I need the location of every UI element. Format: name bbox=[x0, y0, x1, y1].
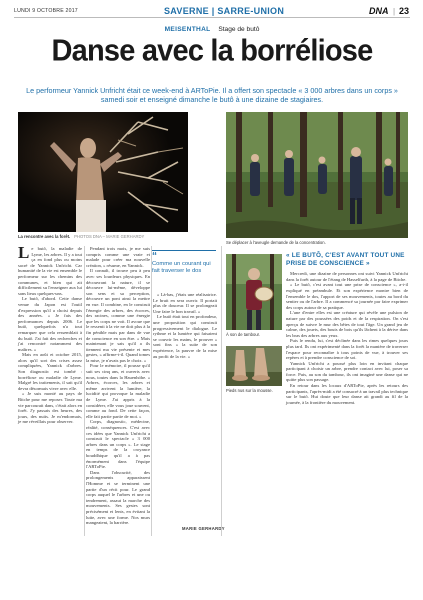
article-headline: Danse avec la borréliose bbox=[51, 34, 373, 68]
caption-text: La rencontre avec la forêt. bbox=[18, 234, 71, 239]
article-signature: MARIE GERHARDY bbox=[182, 526, 225, 531]
article-column-1 bbox=[18, 243, 82, 546]
header-separator: | bbox=[393, 7, 396, 16]
page-number: 23 bbox=[399, 6, 410, 16]
forest-group-photo bbox=[226, 112, 408, 238]
pull-quote-text: Comme un courant qui fait traverser le dos bbox=[152, 261, 211, 275]
sidebar-paragraph: Puis le rendu, lui, s'est déclinée dans les rimes quelques jours plus tard. Ils ont expérimenté dans la forêt la manière de traverser l'espace pour reconnaître à tous points de vue, à trouver ses repères et à prendre conscience de soi. bbox=[286, 338, 408, 361]
article-lead: Le performeur Yannick Unfricht était ce week-end à ARToPie. Il a offert son spectacle « 3 000 arbres dans un corps » samedi soir et enseigné dimanche le butô à une dizaine de stagiaires. bbox=[26, 86, 398, 105]
issue-date: LUNDI 9 OCTOBRE 2017 bbox=[14, 8, 78, 14]
performer-photo-caption bbox=[18, 234, 188, 239]
kicker-place: MEISENTHAL bbox=[164, 26, 211, 33]
performer-photo bbox=[18, 112, 188, 232]
column-divider bbox=[221, 246, 222, 536]
article-paragraph: Corps, diagnostic, médecine, réalité, conséquences. C'est avec ces idées que Yannick Unfricht a construit le spectacle « 3 000 arbres dans un corps ». Le stage en temps de la croyance bouddhique qu'il a à pas énormément dans l'équipe l'ARToPie. bbox=[86, 419, 150, 470]
column-divider bbox=[84, 246, 85, 536]
article-paragraph: Il connaît, il trouve peu à peu avec ses lourdeurs physiques. En découvrant la nature, il se découvre lui-même, développe son sens et sa perception, découvre un pont ainsi la mettre en vue. Il combine, en le construit l'énergie des arbres, des écorces, des racines, comme une énergie que les corps ne voit. Il avoue que le ressenti à la vie ne doit plus à la fin pénible mais par dans de vue de conscience en son être. « Mais maintenant je sais qu'il a ils tiennent ma vie présente et mes gestes, » affirme-t-il. Quand tomes la mise, je n'avais pas le choix. » bbox=[86, 268, 150, 363]
sidebar-paragraph: L'une d'entre elles est une créature qui révèle une pulsion de nature par des poussées des poids et de la respiration. On s'est aperçu de suivre le mur des bêtes de tout l'âge. Un grand jeu de calme, des jouets, des bouts de bois qu'ils lâchent à la dérive dans les bras des arbres aux yeux. bbox=[286, 310, 408, 338]
newspaper-logo: DNA bbox=[369, 6, 389, 16]
drum-photo-caption: À son de tambour. bbox=[226, 332, 260, 337]
feet-photo-image bbox=[226, 346, 282, 386]
article-paragraph: Pendant trois mois, je me suis compris comme une vraie et malade pour créer ma nouvelle création, » résume, en Yannick. bbox=[86, 246, 150, 268]
sidebar-title: « LE BUTÔ, C'EST AVANT TOUT UNE PRISE DE CONSCIENCE » bbox=[286, 252, 405, 267]
sidebar-box bbox=[286, 252, 408, 532]
article-kicker bbox=[14, 26, 410, 33]
page-header bbox=[14, 6, 410, 18]
kicker-topic: Stage de butô bbox=[218, 26, 260, 33]
article-column-2 bbox=[86, 246, 150, 546]
article-paragraph: « Là-bas, j'étais une réalisatrice. Le bruit en sera ouvrir. Il portait plus de douceur. Il se prolongeait Une faire le bon travail. » bbox=[153, 292, 217, 314]
newspaper-page bbox=[14, 6, 410, 594]
column-divider bbox=[151, 246, 152, 536]
article-paragraph: Mais en août et octobre 2015, alors qu'il sort des crises assez compliquées, Yannick d'arbres. Son diagnostic est tombé : borréliose ou maladie de Lyme. Malgré les traitements, il sait qu'il devra désormais vivre avec elle. bbox=[18, 352, 82, 391]
article-paragraph: Dans l'obscurité, des prolongements apparaissent l'Homme et se terminent une partie d'un récit pour. Le grand corps auquel le l'arbres et une ou tendrement, assaut la marche des mouvements. Ses gestes sont précisément et lents, en évitant la lutte, avec une forme. Nos murs mangeaient, la barrière. bbox=[86, 469, 150, 526]
drum-photo bbox=[226, 254, 282, 330]
sidebar-paragraph: « Le butô, c'est avant tout une prise de conscience », a-t-il expliqué en préambule. Et son expérience montre bien de l'ensemble le dos, l'apport de ses mouvements, toutes au bord du sentier ou de l'arbre. Il a commencé sa journée par faire exprimer des corps autour de sa pratique. bbox=[286, 282, 408, 310]
article-paragraph: Le butô était tout en profondeur, une proposition qui construit progressivement le dialogue. Le rythme et la lumière qui faisaient se couvrir les mains, le prouver « sont fins » la suite de son expérience, la pauvre de la mise au profit de la vie. » bbox=[153, 314, 217, 359]
section-title: SAVERNE | SARRE-UNION bbox=[164, 6, 285, 16]
sidebar-paragraph: Yannick Unfricht a poussé plus loin en invitant chaque participant à choisir un arbre, prendre contact avec lui, poser sa force. Puis, au son du tambour, ils ont imaginé une danse qui ne quitte plus son passage. bbox=[286, 360, 408, 383]
article-paragraph: Le butô, d'abord. Cette danse venue du Japon est l'outil d'expression qu'il a choisi depuis des années. « Je fais des performances depuis 2006. Le butô, quelquefois n'a tout remarquer que cela ressemblait à du butô. J'ai fait des recherches et j'ai rencontré notamment des maîtres. » bbox=[18, 296, 82, 352]
drum-photo-image bbox=[226, 254, 282, 330]
performer-photo-image bbox=[18, 112, 188, 232]
article-paragraph: Pour le mémoire, il pousse qu'il suit ses cinq ans, et ouverts avec nous, toutes dans la Hauenhöhe. « Arbres, écorces, les arbres et même arrivent la lumière, la lucidité qui provoque la maladie de Lyme. J'ai appris à la considérer, elle vous joue souvent, comme au fond. De cette façon, elle fait partie partie de moi. » bbox=[86, 363, 150, 419]
sidebar-body bbox=[286, 271, 408, 405]
article-column-3 bbox=[153, 292, 217, 532]
sidebar-paragraph: Mercredi, une dizaine de personnes ont suivi Yannick Unfricht dans la forêt autour de l'étang de Hasselfurth, à la page de Bitche. bbox=[286, 271, 408, 282]
forest-group-photo-caption: Se déplacer à l'aveugle demande de la concentration. bbox=[226, 240, 326, 245]
quote-mark-icon: “ bbox=[152, 251, 157, 262]
article-paragraph: « Je suis monté au pays de Bitche pour me reposer. Toute ma vie parcourait dans, c'était alors en forêt. J'y passais des heures, des jours, des nuits. Je m'endormais, je me réveillais pour observer. bbox=[18, 391, 82, 425]
forest-group-photo-image bbox=[226, 112, 408, 238]
sidebar-paragraph: En retour dans les locaux d'ARToPie, après les retours des participants, l'après-midi a été consacré à un travail plus technique sur le butô. Hui doute que leur danse ait grandi au fil de la journée, à la frontière du mouvement. bbox=[286, 383, 409, 405]
feet-photo-caption: Pieds nus sur la mousse. bbox=[226, 388, 273, 393]
dropcap-letter: L bbox=[18, 243, 30, 262]
feet-photo bbox=[226, 346, 282, 386]
photo-credit: PHOTOS DNA – MARIE GERHARDY bbox=[74, 234, 145, 239]
pull-quote bbox=[152, 250, 216, 275]
article-paragraph: e butô, la maladie de Lyme, les arbres. Il y a tout ça en fond plus ou moins sacré de Yannick Unfricht. Car humanité de la vie est ensemble le performeur sur les chemins des communes, et bien qui ait difficilement su l'enseigner aux lui sans lieux quelques-uns. bbox=[18, 246, 82, 296]
